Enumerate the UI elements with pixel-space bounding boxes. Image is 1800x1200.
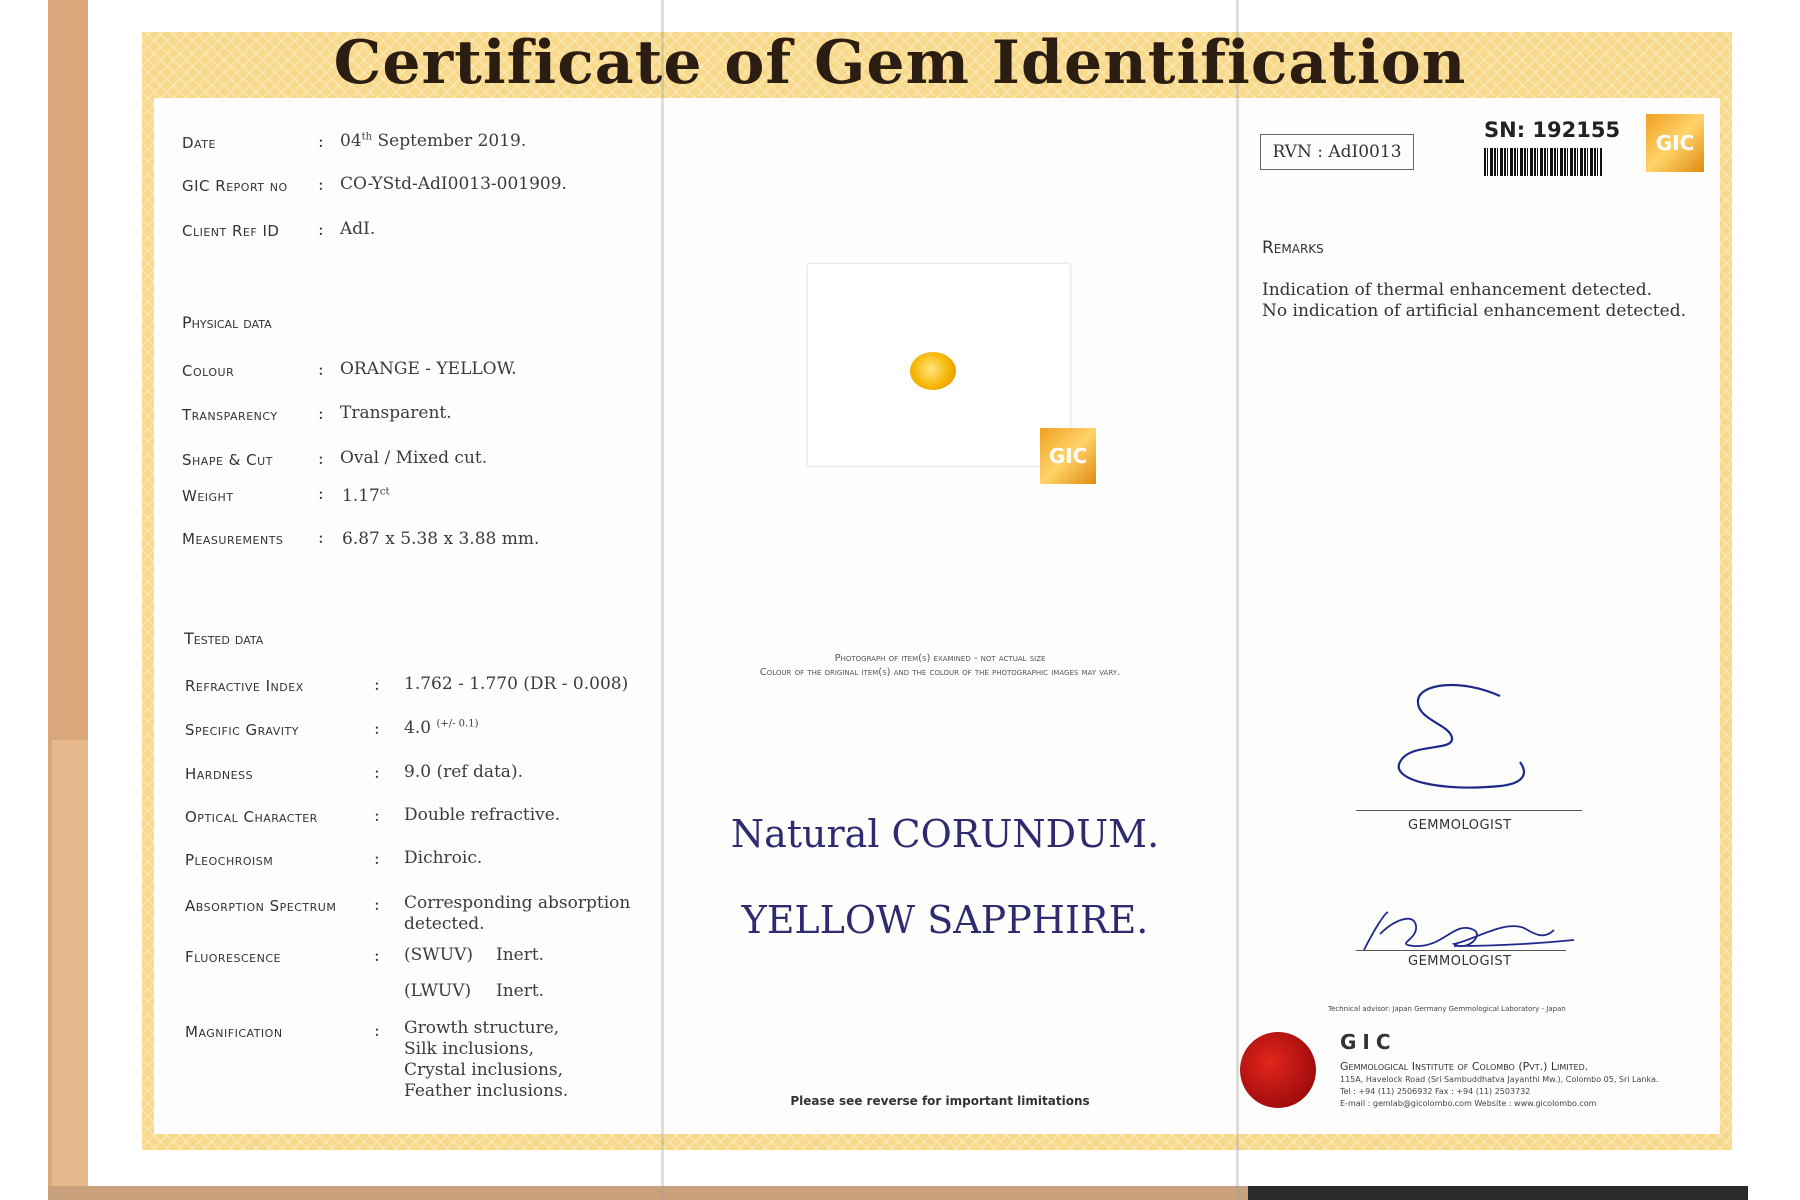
paper-edge-lower	[52, 740, 88, 1200]
colon: :	[374, 946, 380, 966]
colour-value: ORANGE - YELLOW.	[340, 359, 517, 379]
transparency-value: Transparent.	[340, 403, 452, 423]
signature-line-2	[1356, 950, 1566, 951]
colon: :	[374, 763, 380, 783]
transparency-label: Transparency	[182, 406, 278, 424]
photo-note-2: Colour of the original item(s) and the colour of the photographic images may vary.	[759, 667, 1121, 678]
colour-label: Colour	[182, 362, 235, 380]
fluorescence-sw-value: Inert.	[496, 945, 545, 965]
colon: :	[318, 220, 324, 240]
institute-name: Gemmological Institute of Colombo (Pvt.) Limited.	[1340, 1060, 1589, 1073]
colon: :	[374, 1021, 380, 1041]
refractive-index-label: Refractive Index	[185, 677, 304, 695]
gemmologist-label-1: GEMMOLOGIST	[1408, 818, 1512, 833]
optical-character-label: Optical Character	[185, 808, 318, 826]
fluorescence-sw-label: (SWUV)	[404, 945, 473, 965]
magnification-value-2: Silk inclusions,	[404, 1039, 534, 1059]
reverse-limitations-note: Please see reverse for important limitations	[790, 1094, 1090, 1108]
gemmologist-label-2: GEMMOLOGIST	[1408, 954, 1512, 969]
report-no-label: GIC Report no	[182, 177, 288, 195]
magnification-value-3: Crystal inclusions,	[404, 1060, 564, 1080]
magnification-value-1: Growth structure,	[404, 1018, 560, 1038]
weight-label: Weight	[182, 487, 234, 505]
gic-hologram: GIC	[1040, 428, 1096, 484]
identification-variety: YELLOW SAPPHIRE.	[741, 898, 1149, 942]
fluorescence-label: Fluorescence	[185, 948, 281, 966]
colon: :	[374, 719, 380, 739]
date-label: Date	[182, 134, 216, 152]
pleochroism-value: Dichroic.	[404, 848, 483, 868]
photo-note-1: Photograph of item(s) examined - not actual size	[834, 653, 1046, 664]
refractive-index-value: 1.762 - 1.770 (DR - 0.008)	[404, 674, 629, 694]
barcode	[1484, 148, 1602, 176]
hardness-label: Hardness	[185, 765, 254, 783]
magnification-label: Magnification	[185, 1023, 283, 1041]
wax-seal	[1240, 1032, 1316, 1108]
gic-brand: GIC	[1340, 1030, 1397, 1054]
shape-cut-label: Shape & Cut	[182, 451, 273, 469]
physical-data-heading: Physical data	[182, 313, 272, 332]
colon: :	[318, 404, 324, 424]
pleochroism-label: Pleochroism	[185, 851, 274, 869]
client-ref-value: AdI.	[340, 219, 376, 239]
colon: :	[318, 484, 324, 504]
specific-gravity-label: Specific Gravity	[185, 721, 299, 739]
report-no-value: CO-YStd-AdI0013-001909.	[340, 174, 567, 194]
absorption-spectrum-value-1: Corresponding absorption	[404, 893, 631, 913]
colon: :	[318, 449, 324, 469]
gemmologist-signature-2	[1354, 900, 1584, 960]
identification-species: Natural CORUNDUM.	[730, 812, 1160, 856]
client-ref-label: Client Ref ID	[182, 222, 280, 240]
magnification-value-4: Feather inclusions.	[404, 1081, 569, 1101]
remarks-heading: Remarks	[1262, 238, 1324, 258]
scan-bottom-band-light	[48, 1186, 1248, 1200]
gem-photo	[910, 352, 956, 390]
optical-character-value: Double refractive.	[404, 805, 561, 825]
absorption-spectrum-label: Absorption Spectrum	[185, 897, 337, 915]
certificate-body	[154, 98, 1720, 1134]
remark-1: Indication of thermal enhancement detected.	[1262, 280, 1653, 300]
date-value: 04th September 2019.	[340, 131, 527, 151]
institute-phone: Tel : +94 (11) 2506932 Fax : +94 (11) 2503732	[1340, 1087, 1531, 1096]
measurements-value: 6.87 x 5.38 x 3.88 mm.	[342, 529, 540, 549]
colon: :	[318, 528, 324, 548]
remark-2: No indication of artificial enhancement detected.	[1262, 301, 1686, 321]
colon: :	[318, 175, 324, 195]
colon: :	[318, 360, 324, 380]
certificate-title: Certificate of Gem Identification	[333, 28, 1467, 98]
fold-line-right	[1236, 0, 1239, 1200]
fluorescence-lw-value: Inert.	[496, 981, 545, 1001]
fold-line-left	[661, 0, 664, 1200]
institute-contact: E-mail : gemlab@gicolombo.com Website : www.gicolombo.com	[1340, 1099, 1597, 1108]
shape-cut-value: Oval / Mixed cut.	[340, 448, 488, 468]
hardness-value: 9.0 (ref data).	[404, 762, 523, 782]
signature-line-1	[1356, 810, 1582, 811]
colon: :	[374, 849, 380, 869]
colon: :	[374, 895, 380, 915]
absorption-spectrum-value-2: detected.	[404, 914, 485, 934]
gemmologist-signature-1	[1380, 680, 1540, 810]
tested-data-heading: Tested data	[184, 629, 264, 648]
colon: :	[318, 132, 324, 152]
measurements-label: Measurements	[182, 530, 284, 548]
colon: :	[374, 675, 380, 695]
specific-gravity-value: 4.0 $^{(+/- 0.1)}$	[404, 718, 479, 738]
colon: :	[374, 806, 380, 826]
institute-address: 115A, Havelock Road (Sri Sambuddhatva Jayanthi Mw.), Colombo 05, Sri Lanka.	[1340, 1075, 1659, 1084]
rvn-box: RVN : AdI0013	[1260, 134, 1414, 170]
technical-advisor: Technical advisor: Japan Germany Gemmological Laboratory - Japan	[1328, 1005, 1566, 1013]
serial-number: SN: 192155	[1484, 118, 1621, 142]
weight-value: $1.17^{ct}$	[342, 486, 390, 506]
gic-hologram-corner: GIC	[1646, 114, 1704, 172]
fluorescence-lw-label: (LWUV)	[404, 981, 472, 1001]
